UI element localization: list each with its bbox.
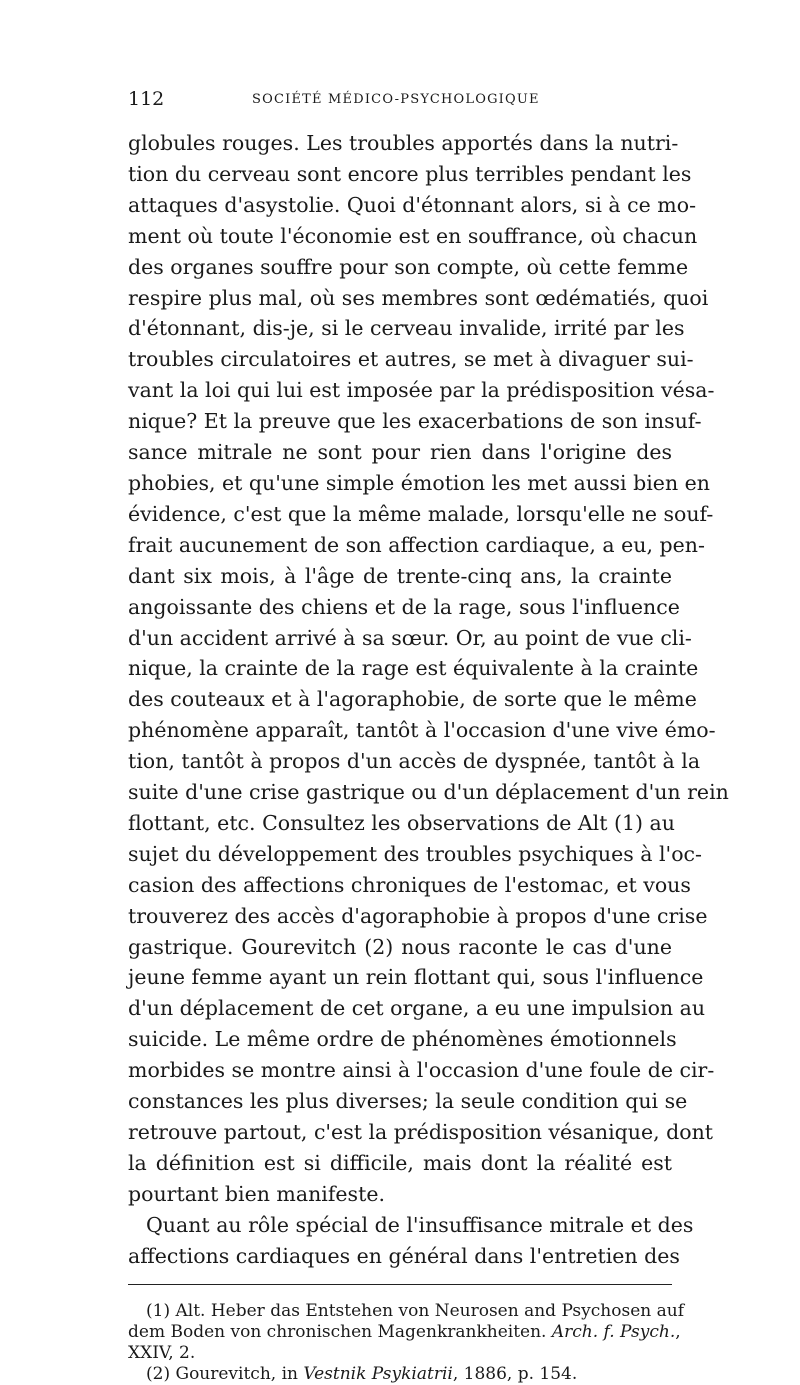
page <box>128 88 729 1385</box>
body-line: morbides se montre ainsi à l'occasion d'une foule de cir- <box>128 1058 715 1083</box>
body-line: des couteaux et à l'agoraphobie, de sorte que le même <box>128 687 697 712</box>
footnote-2-line <box>128 1364 672 1385</box>
body-line: gastrique. Gourevitch (2) nous raconte le cas d'une <box>128 934 672 959</box>
page-header <box>128 88 672 118</box>
body-line: tion, tantôt à propos d'un accès de dyspnée, tantôt à la <box>128 749 701 774</box>
body-line: jeune femme ayant un rein flottant qui, sous l'influence <box>128 965 704 990</box>
footnote-1-line <box>128 1321 681 1343</box>
body-line: des organes souffre pour son compte, où cette femme <box>128 254 689 279</box>
footnote-2-text: (2) Gourevitch, in <box>146 1363 304 1384</box>
footnote-1-journal: Arch. f. Psych. <box>551 1321 676 1342</box>
footnote-1-line: (1) Alt. Heber das Entstehen von Neurosen and Psychosen auf <box>146 1300 684 1321</box>
body-line: vant la loi qui lui est imposée par la prédisposition vésa- <box>128 378 715 403</box>
body-line: pourtant bien manifeste. <box>128 1181 385 1206</box>
footnotes <box>128 1300 684 1385</box>
body-line: tion du cerveau sont encore plus terribles pendant les <box>128 161 692 186</box>
body-line: suicide. Le même ordre de phénomènes émotionnels <box>128 1027 677 1052</box>
footnote-1-punct: , <box>675 1321 681 1342</box>
body-line: nique, la crainte de la rage est équivalente à la crainte <box>128 656 699 681</box>
body-line: d'étonnant, dis-je, si le cerveau invalide, irrité par les <box>128 316 685 341</box>
body-line: suite d'une crise gastrique ou d'un déplacement d'un rein <box>128 780 729 805</box>
body-line: évidence, c'est que la même malade, lorsqu'elle ne souf- <box>128 501 714 526</box>
body-line: d'un accident arrivé à sa sœur. Or, au point de vue cli- <box>128 625 692 650</box>
body-line: affections cardiaques en général dans l'entretien des <box>128 1243 680 1268</box>
footnote-rule <box>128 1284 672 1285</box>
footnote-2-journal: Vestnik Psykiatrii <box>303 1363 453 1384</box>
page-number: 112 <box>128 88 165 110</box>
body-line: retrouve partout, c'est la prédisposition vésanique, dont <box>128 1120 714 1144</box>
body-line: d'un déplacement de cet organe, a eu une impulsion au <box>128 996 706 1021</box>
body-line: frait aucunement de son affection cardiaque, a eu, pen- <box>128 532 705 557</box>
body-line: sance mitrale ne sont pour rien dans l'origine des <box>128 440 672 465</box>
body-line: ment où toute l'économie est en souffrance, où chacun <box>128 223 698 248</box>
body-line: attaques d'asystolie. Quoi d'étonnant alors, si à ce mo- <box>128 192 696 217</box>
body-line: flottant, etc. Consultez les observations de Alt (1) au <box>128 810 675 835</box>
footnote-1-text: dem Boden von chronischen Magenkrankheiten. <box>128 1321 552 1342</box>
body-line: constances les plus diverses; la seule condition qui se <box>128 1089 688 1114</box>
body-line: trouverez des accès d'agoraphobie à propos d'une crise <box>128 903 708 928</box>
body-line: angoissante des chiens et de la rage, sous l'influence <box>128 594 680 619</box>
body-line: sujet du développement des troubles psychiques à l'oc- <box>128 841 702 866</box>
footnote-1-line: XXIV, 2. <box>128 1342 196 1363</box>
footnote-2-tail: , 1886, p. 154. <box>452 1363 578 1384</box>
body-line: nique? Et la preuve que les exacerbations de son insuf- <box>128 409 702 434</box>
body-line: dant six mois, à l'âge de trente-cinq ans, la crainte <box>128 563 672 588</box>
body-line: respire plus mal, où ses membres sont œdématiés, quoi <box>128 285 709 310</box>
body-text <box>128 128 729 1272</box>
body-line: phobies, et qu'une simple émotion les met aussi bien en <box>128 470 710 495</box>
body-line: la définition est si difficile, mais dont la réalité est <box>128 1150 672 1175</box>
running-head: SOCIÉTÉ MÉDICO-PSYCHOLOGIQUE <box>252 92 540 107</box>
body-line: Quant au rôle spécial de l'insuffisance mitrale et des <box>146 1212 694 1237</box>
body-line: casion des affections chroniques de l'estomac, et vous <box>128 872 691 897</box>
body-line: globules rouges. Les troubles apportés dans la nutri- <box>128 131 679 155</box>
body-line: troubles circulatoires et autres, se met à divaguer sui- <box>128 347 694 372</box>
body-line: phénomène apparaît, tantôt à l'occasion d'une vive émo- <box>128 718 716 743</box>
